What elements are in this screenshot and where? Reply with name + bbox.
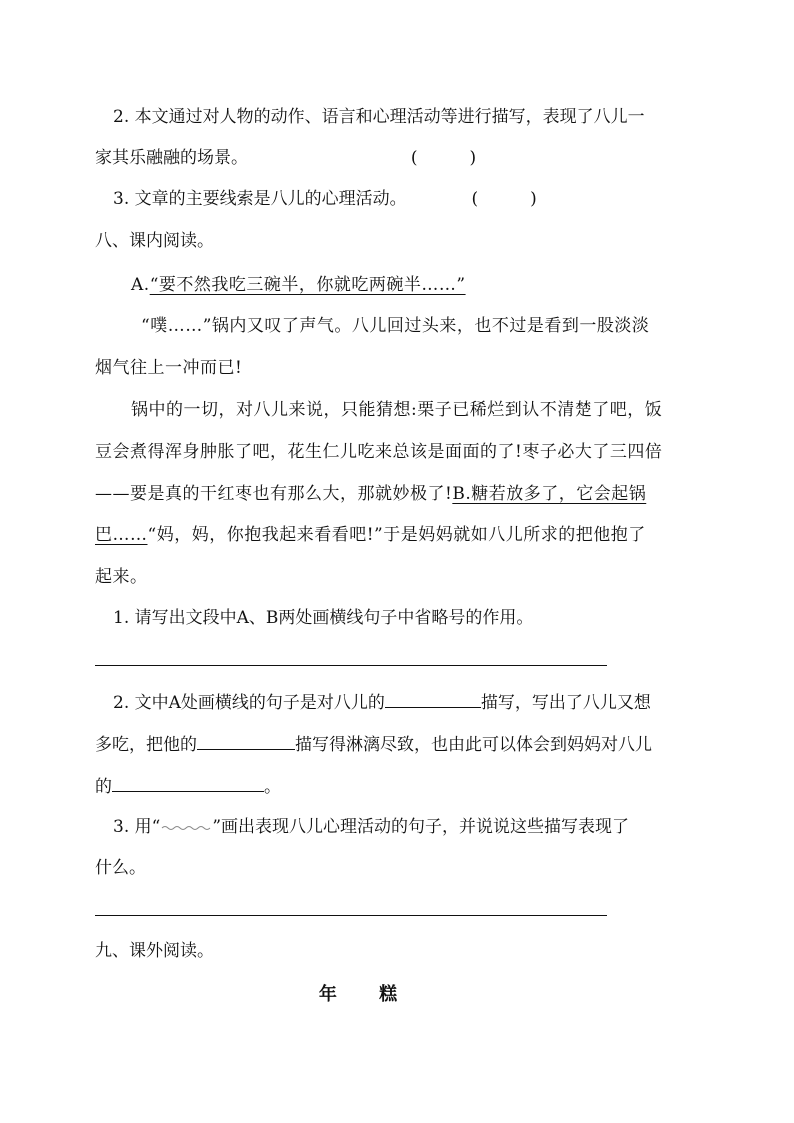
passage-p3-line3 (95, 482, 705, 506)
passage-b-underlined-end: 巴…… (95, 525, 148, 545)
s8-heading: 八、课内阅读。 (95, 231, 214, 251)
passage-p2-line2: 烟气往上一冲而已! (95, 358, 243, 378)
s7-q2-paren-open: ( (410, 148, 418, 168)
s8-q3-line1 (113, 815, 723, 839)
passage-p3-line3-pre: ——要是真的干红枣也有那么大，那就妙极了! (95, 484, 453, 504)
s8-q2-line1 (113, 689, 723, 715)
article-title: 年 糕 (318, 984, 416, 1005)
passage-a-label: A. (131, 275, 150, 295)
s8-q2-line2-a: 多吃，把他的 (95, 735, 197, 755)
s8-q2-line3-a: 的 (95, 777, 112, 797)
s8-q3-line1-a: 3. 用“ (113, 817, 161, 837)
s8-q3-answer-line[interactable] (95, 915, 607, 916)
s7-q2-line1: 2. 本文通过对人物的动作、语言和心理活动等进行描写，表现了八儿一 (113, 107, 645, 127)
s8-q2-line3 (95, 773, 705, 799)
passage-p3-line5: 起来。 (95, 567, 148, 587)
s7-q3-paren-open: ( (471, 189, 479, 209)
s7-q2-paren-close: ) (469, 148, 477, 168)
passage-sentence-a (131, 273, 741, 297)
wavy-line-icon (160, 816, 212, 832)
s7-q2-line2-text: 家其乐融融的场景。 (95, 148, 248, 168)
s8-q2-line2 (95, 731, 705, 757)
s7-q2-line2 (95, 146, 705, 170)
s7-q3-text: 3. 文章的主要线索是八儿的心理活动。 (113, 189, 407, 209)
s8-q2-blank-1[interactable] (385, 689, 481, 708)
passage-p3-line2: 豆会煮得浑身肿胀了吧，花生仁儿吃来总该是面面的了!枣子必大了三四倍 (95, 442, 663, 462)
s8-q2-line1-b: 描写，写出了八儿又想 (480, 693, 651, 713)
passage-p3-line4 (95, 523, 705, 547)
s8-q2-line2-b: 描写得淋漓尽致，也由此可以体会到妈妈对八儿 (295, 735, 652, 755)
s8-q3-line2: 什么。 (95, 858, 146, 878)
passage-a-underlined: “要不然我吃三碗半，你就吃两碗半……” (149, 275, 466, 295)
s8-q2-blank-2[interactable] (197, 731, 295, 750)
s7-q3-paren-close: ) (530, 189, 537, 209)
passage-b-underlined: B.糖若放多了，它会起锅 (452, 484, 647, 504)
s8-q2-blank-3[interactable] (112, 773, 264, 792)
s8-q1: 1. 请写出文段中A、B两处画横线句子中省略号的作用。 (113, 608, 534, 628)
s9-heading: 九、课外阅读。 (95, 941, 214, 961)
passage-p3-line4-rest: “妈，妈，你抱我起来看看吧!”于是妈妈就如八儿所求的把他抱了 (147, 525, 646, 545)
passage-p2-line1: “噗……”锅内又叹了声气。八儿回过头来，也不过是看到一股淡淡 (141, 316, 650, 336)
s8-q2-line1-a: 2. 文中A处画横线的句子是对八儿的 (113, 693, 385, 713)
s8-q3-line1-b: ”画出表现八儿心理活动的句子，并说说这些描写表现了 (212, 817, 630, 837)
s7-q3-line (113, 187, 723, 211)
s8-q1-answer-line[interactable] (95, 665, 607, 666)
passage-p3-line1: 锅中的一切，对八儿来说，只能猜想:栗子已稀烂到认不清楚了吧，饭 (131, 400, 663, 420)
s8-q2-line3-b: 。 (264, 777, 281, 797)
